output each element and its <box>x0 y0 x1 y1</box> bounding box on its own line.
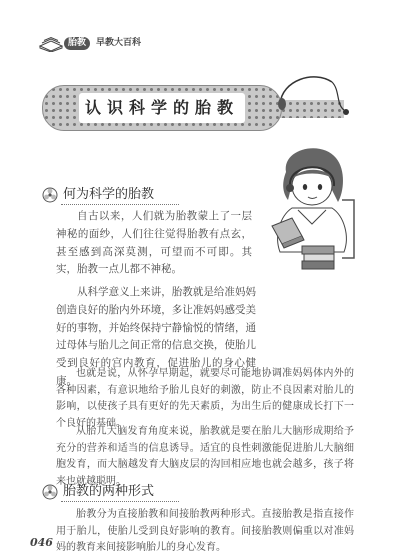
flower-bullet-icon <box>42 484 58 500</box>
paragraph-1: 自古以来，人们就为胎教蒙上了一层神秘的面纱，人们往往觉得胎教有点玄，甚至感到高深莫测，可望而不可即。其实，胎教一点儿都不神秘。 <box>56 210 252 276</box>
flower-bullet-icon <box>42 187 58 203</box>
section-heading-1 <box>42 186 282 204</box>
section-heading-2 <box>42 483 282 501</box>
brand-badge: 胎教 <box>64 37 90 50</box>
paragraph-2: 从科学意义上来讲，胎教就是给准妈妈创造良好的胎内外环境，多让准妈妈感受美好的事物，并始终保持宁静愉悦的情绪，通过母体与胎儿之间正常的信息交换，使胎儿受到良好的宫内教育，促进胎儿的身心健康。 <box>56 286 256 387</box>
page-number: 046 <box>30 536 53 549</box>
paragraph-4: 从胎儿大脑发育角度来说，胎教就是要在胎儿大脑形成期给予充分的营养和适当的信息诱导。适宜的良性刺激能促进胎儿大脑细胞发育，而大脑越发育大脑皮层的沟回相应地也就会越多，孩子将来也就越聪明。 <box>56 426 354 487</box>
heading-divider <box>61 501 179 502</box>
brand-title: 早教大百科 <box>96 38 142 48</box>
paragraph-5: 胎教分为直接胎教和间接胎教两种形式。直接胎教是指直接作用于胎儿，使胎儿受到良好影响的教育。间接胎教则偏重以对准妈妈的教育来间接影响胎儿的身心发育。 <box>56 509 354 553</box>
section-heading-label: 胎教的两种形式 <box>63 484 155 499</box>
title-banner <box>42 85 282 131</box>
book-stack-icon <box>38 36 64 52</box>
heading-divider <box>61 204 179 205</box>
page-header <box>0 0 400 60</box>
mother-reading-illustration <box>262 140 358 272</box>
page-title: 认识科学的胎教 <box>79 93 245 123</box>
paragraph-3: 也就是说，从怀孕早期起，就要尽可能地协调准妈妈体内外的各种因素，有意识地给予胎儿良好的刺激，防止不良因素对胎儿的影响，以使孩子具有更好的先天素质，为出生后的健康成长打下一个良好的基础。 <box>56 368 354 429</box>
headphones-icon <box>274 64 354 124</box>
section-heading-label: 何为科学的胎教 <box>63 187 155 202</box>
